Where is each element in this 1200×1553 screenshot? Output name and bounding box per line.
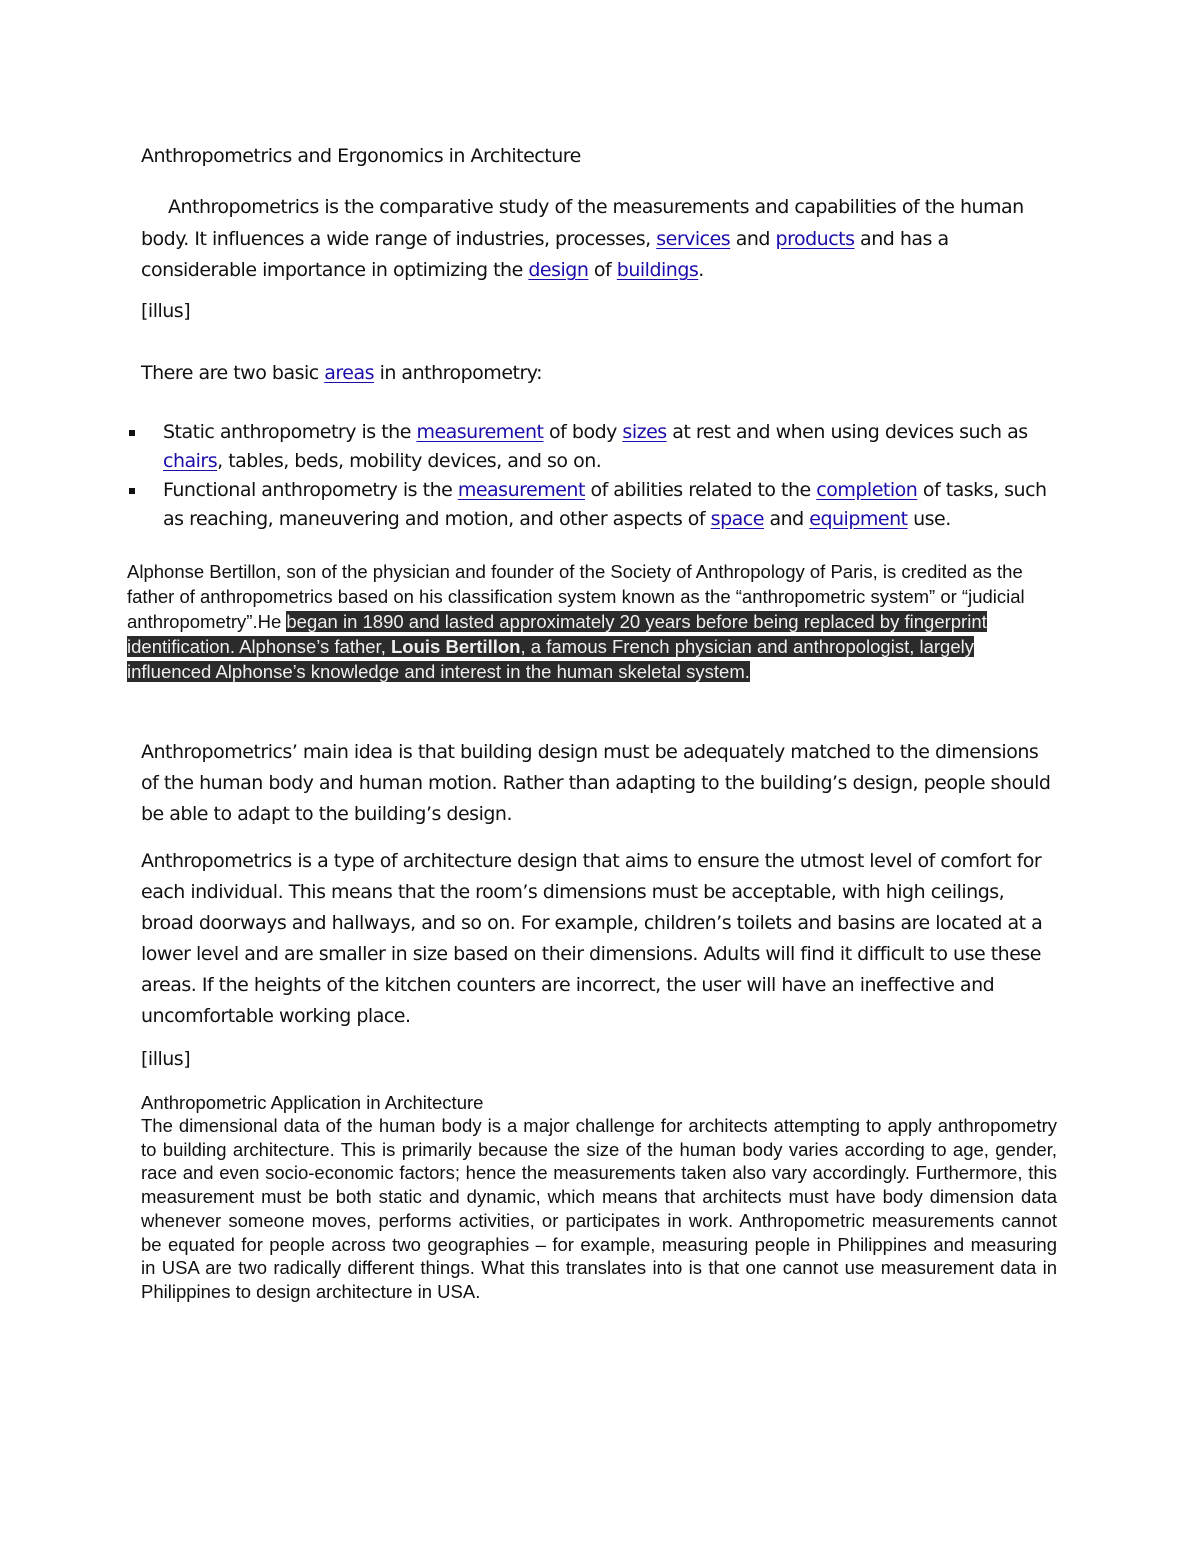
intro-text: and has a considerable importance in optimizing the <box>141 227 949 281</box>
link-services[interactable]: services <box>656 227 731 250</box>
link-measurement[interactable]: measurement <box>416 421 544 443</box>
bullet-text: use. <box>907 508 951 530</box>
areas-text: in anthropometry: <box>374 362 543 384</box>
bertillon-paragraph <box>127 559 1057 684</box>
areas-text: There are two basic <box>141 362 325 384</box>
bullet-square-icon <box>129 488 135 494</box>
link-space[interactable]: space <box>710 508 764 530</box>
bullet-text: Static anthropometry is the <box>163 421 417 443</box>
link-sizes[interactable]: sizes <box>622 421 667 443</box>
intro-paragraph <box>141 192 1061 287</box>
bullet-text: of abilities related to the <box>584 479 817 501</box>
intro-text: and <box>730 227 776 250</box>
bullet-square-icon <box>129 430 135 436</box>
illus-placeholder: [illus] <box>141 300 191 322</box>
intro-text: of <box>588 259 617 281</box>
link-products[interactable]: products <box>775 227 855 250</box>
bullet-text: of body <box>543 421 623 443</box>
highlighted-text-part: , a famous French physician and anthropologist, largely influenced Alphonse’s knowledge and interest in the human skeletal system. <box>127 636 974 682</box>
highlighted-text-part: began in 1890 and lasted approximately 20 years before being replaced by fingerprint identification. Alphonse’s father, <box>127 611 987 657</box>
list-item <box>125 418 1055 476</box>
link-measurement[interactable]: measurement <box>457 479 585 501</box>
areas-sentence <box>141 362 542 384</box>
bullet-text: of tasks, such as reaching, maneuvering and motion, and other aspects of <box>163 479 1047 530</box>
link-design[interactable]: design <box>528 259 589 281</box>
bullet-text: at rest and when using devices such as <box>666 421 1028 443</box>
link-completion[interactable]: completion <box>816 479 918 501</box>
anthropometry-types-list <box>125 418 1055 534</box>
link-equipment[interactable]: equipment <box>809 508 908 530</box>
illus-placeholder: [illus] <box>141 1048 191 1070</box>
main-idea-paragraph: Anthropometrics’ main idea is that building design must be adequately matched to the dimensions of the human body and human motion. Rather than adapting to the building’s design, people should be able to adapt to the building’s design. <box>141 741 1051 825</box>
bullet-text: and <box>763 508 810 530</box>
document-title: Anthropometrics and Ergonomics in Architecture <box>141 145 581 167</box>
bold-name: Louis Bertillon <box>390 636 521 657</box>
link-buildings[interactable]: buildings <box>616 259 699 281</box>
application-heading: Anthropometric Application in Architecture <box>141 1092 484 1113</box>
application-paragraph: The dimensional data of the human body is a major challenge for architects attempting to apply anthropometry to building architecture. This is primarily because the size of the human body varies according to age, gender, race and even socio-economic factors; hence the measurements taken also vary accordingly. Furthermore, this measurement must be both static and dynamic, which means that architects must have body dimension data whenever someone moves, performs activities, or participates in work. Anthropometric measurements cannot be equated for people across two geographies – for example, measuring people in Philippines and measuring in USA are two radically different things. What this translates into is that one cannot use measurement data in Philippines to design architecture in USA. <box>141 1115 1057 1302</box>
link-areas[interactable]: areas <box>324 362 375 384</box>
link-chairs[interactable]: chairs <box>163 450 218 472</box>
design-type-paragraph: Anthropometrics is a type of architecture design that aims to ensure the utmost level of comfort for each individual. This means that the room’s dimensions must be acceptable, with high ceilings, broad doorways and hallways, and so on. For example, children’s toilets and basins are located at a lower level and are smaller in size based on their dimensions. Adults will find it difficult to use these areas. If the heights of the kitchen counters are incorrect, the user will have an ineffective and uncomfortable working place. <box>141 850 1043 1027</box>
bullet-text: Functional anthropometry is the <box>163 479 458 501</box>
list-item <box>125 476 1055 534</box>
bertillon-text: Alphonse Bertillon, son of the physician and founder of the Society of Anthropology of Paris, is credited as the father of anthropometrics based on his classification system known as the “anthropometric system” or “judicial anthropometry”.He <box>127 561 1025 632</box>
bullet-text: , tables, beds, mobility devices, and so on. <box>217 450 602 472</box>
intro-text: Anthropometrics is the comparative study of the measurements and capabilities of the human body. It influences a wide range of industries, processes, <box>141 196 1024 250</box>
intro-text: . <box>698 259 704 281</box>
